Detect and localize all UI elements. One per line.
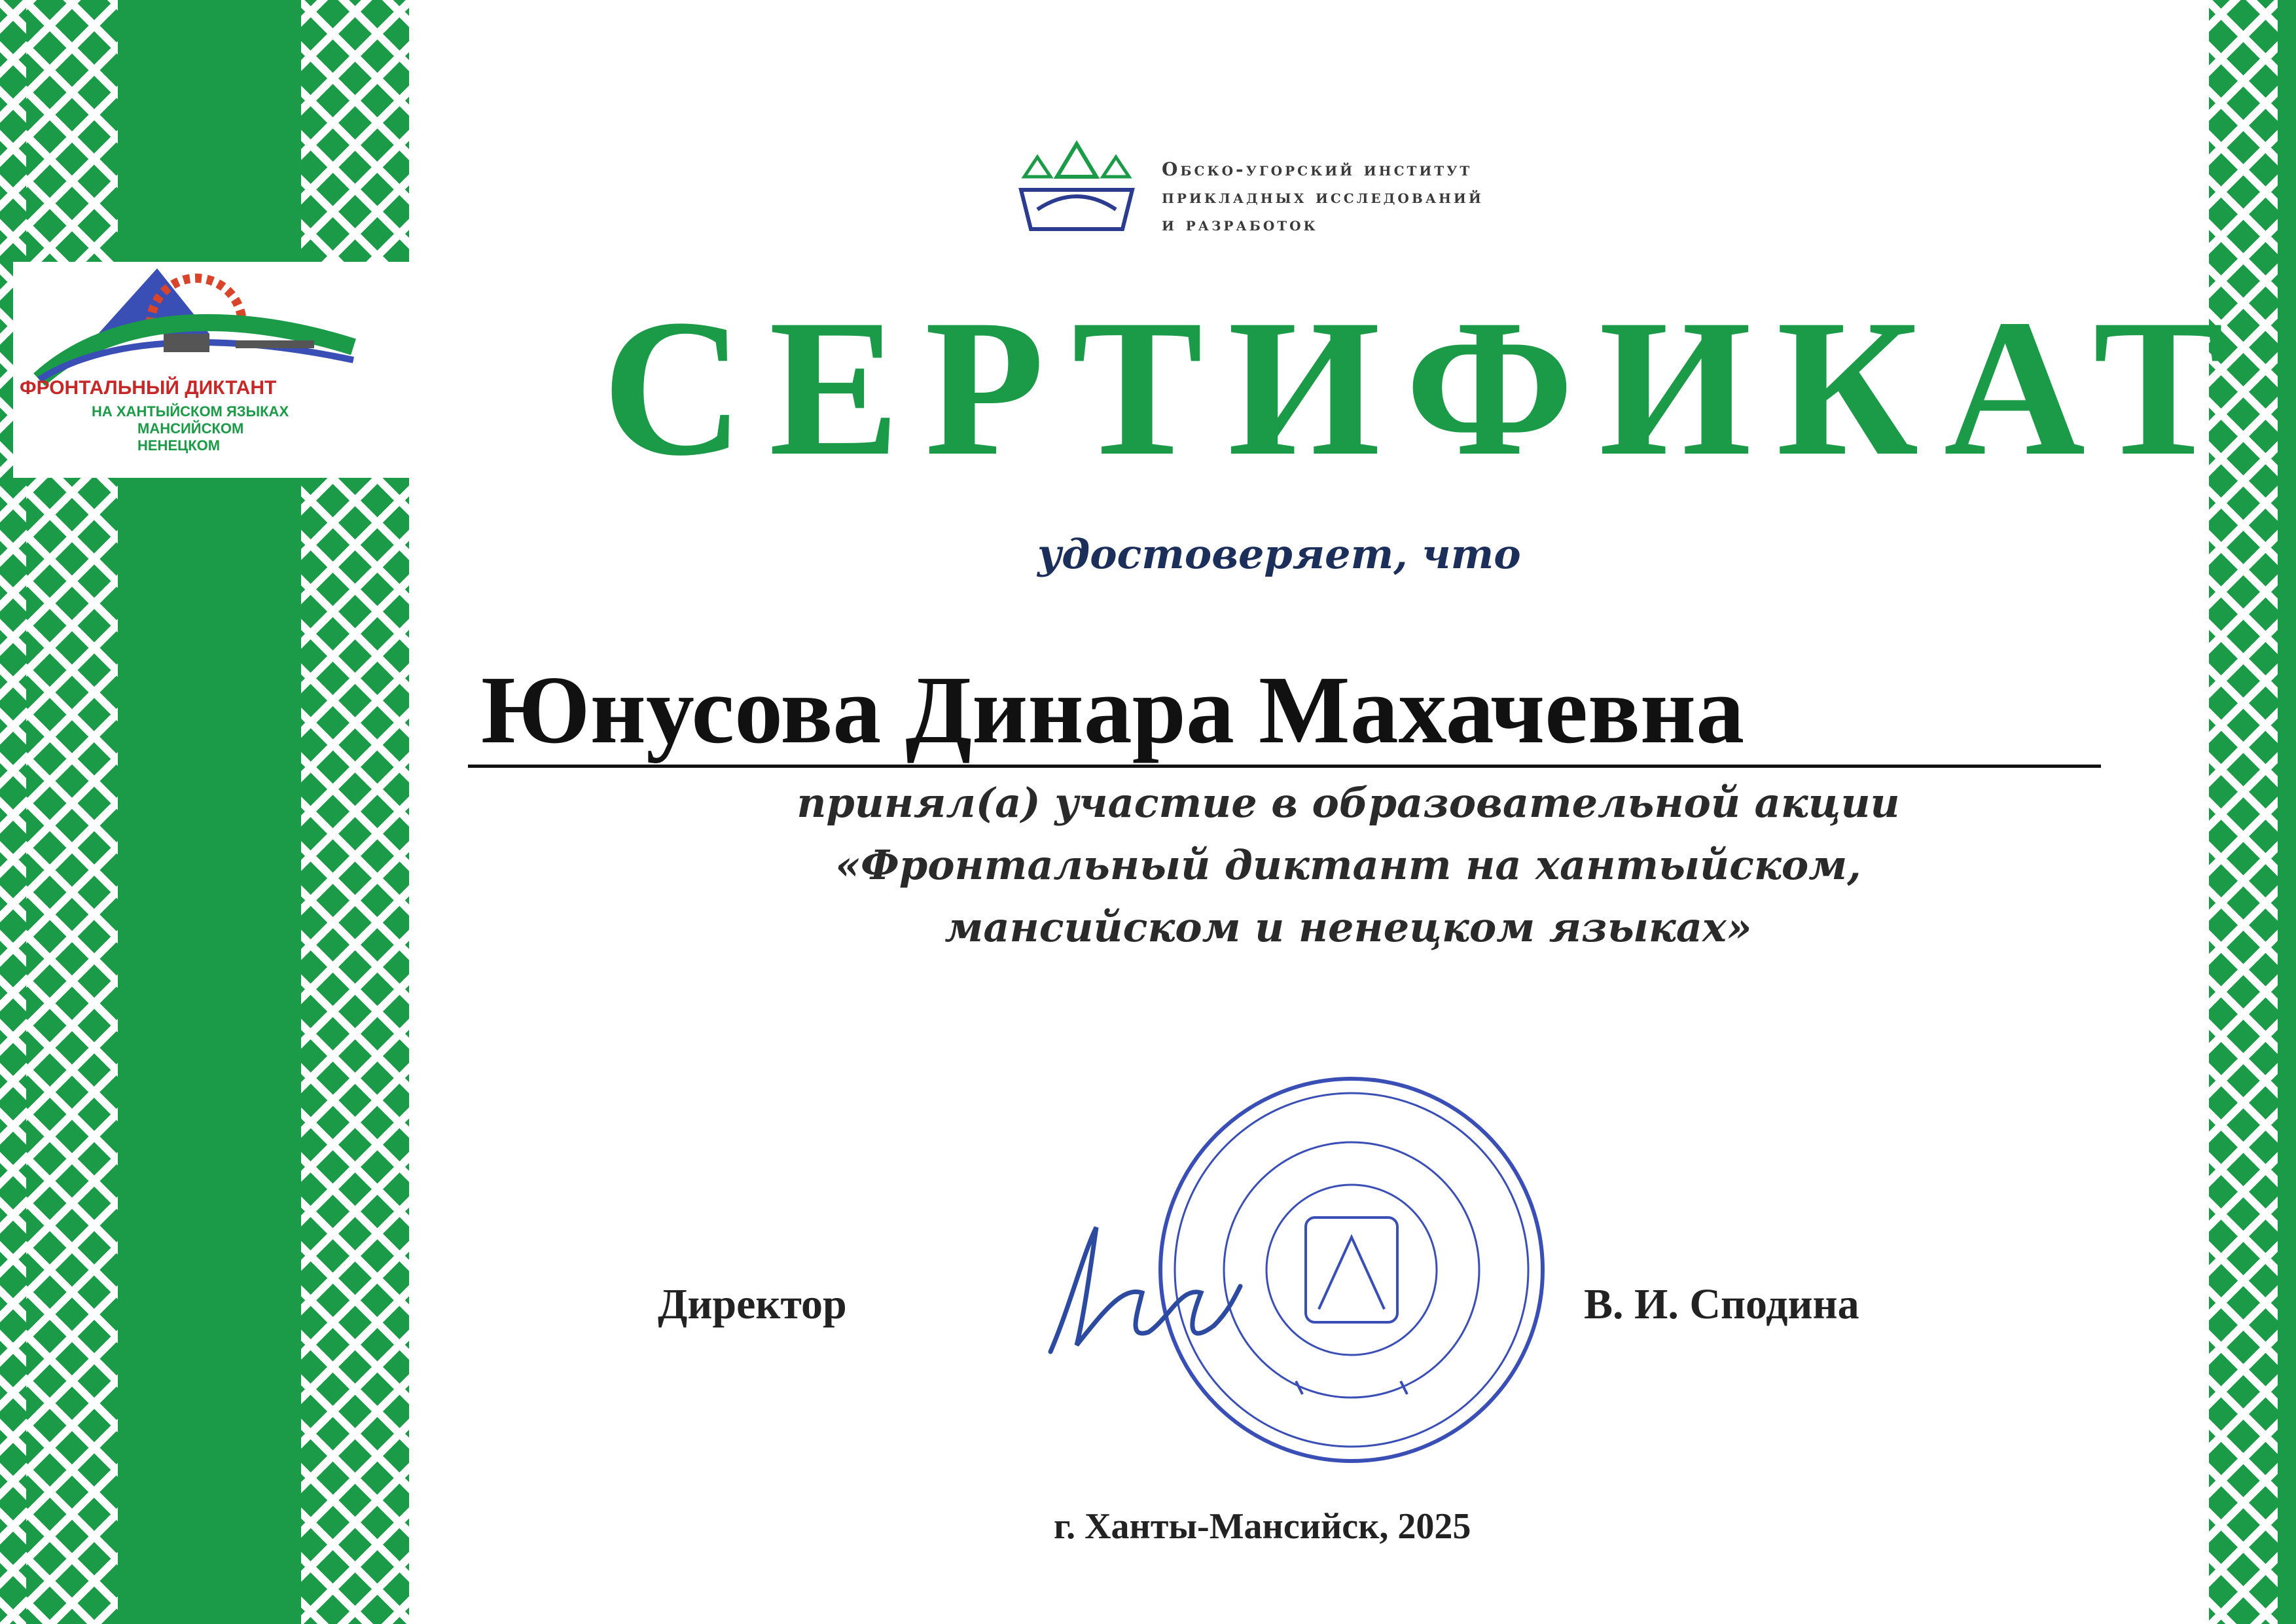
logo-line-2: НА ХАНТЫЙСКОМ ЯЗЫКАХ xyxy=(92,403,289,420)
director-label: Директор xyxy=(658,1280,847,1328)
institute-name-line-2: прикладных исследований xyxy=(1162,186,1484,208)
right-ornament-pattern xyxy=(2209,0,2278,1624)
left-ornament-pattern-a xyxy=(26,0,118,1624)
certifies-line: удостоверяет, что xyxy=(1037,530,1521,578)
institute-name-line-3: и разработок xyxy=(1162,213,1318,235)
institute-logo-icon xyxy=(1011,137,1142,236)
logo-line-4: НЕНЕЦКОМ xyxy=(137,437,221,454)
participation-line-2: «Фронтальный диктант на хантыйском, xyxy=(835,841,1861,889)
dictation-logo xyxy=(13,262,422,478)
left-ornament-outer xyxy=(0,0,26,1624)
recipient-underline xyxy=(468,765,2101,768)
participation-line-1: принял(а) участие в образовательной акции xyxy=(797,779,1900,827)
logo-line-1: ФРОНТАЛЬНЫЙ ДИКТАНТ xyxy=(20,377,277,399)
recipient-name: Юнусова Динара Махачевна xyxy=(481,657,1745,764)
director-name: В. И. Сподина xyxy=(1584,1280,1859,1328)
place-and-year: г. Ханты-Мансийск, 2025 xyxy=(1054,1506,1471,1547)
certificate-title: СЕРТИФИКАТ xyxy=(602,279,2250,496)
institute-name-line-1: Обско-угорский институт xyxy=(1162,158,1473,180)
left-ornament-band xyxy=(118,0,301,1624)
logo-line-3: МАНСИЙСКОМ xyxy=(137,420,244,437)
left-ornament-pattern-b xyxy=(301,0,409,1624)
right-ornament-band xyxy=(2278,0,2296,1624)
signature-scribble xyxy=(1037,1214,1253,1371)
dictation-logo-emblem xyxy=(13,262,422,393)
participation-line-3: мансийском и ненецком языках» xyxy=(944,903,1752,951)
